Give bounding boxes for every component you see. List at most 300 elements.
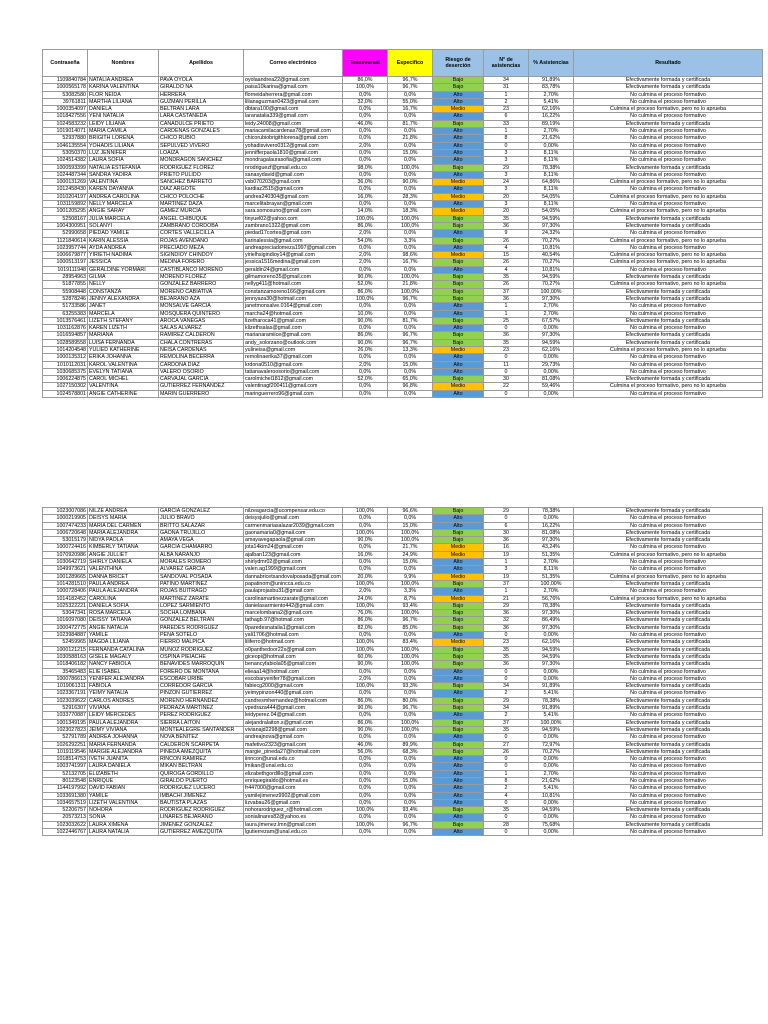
cell-especifico: 100,0% <box>388 529 433 536</box>
header-contrasena: Contraseña <box>43 50 88 77</box>
cell-apellidos: ALBA NARANJO <box>159 551 244 558</box>
cell-especifico: 0,0% <box>388 142 433 149</box>
table-row <box>43 128 763 135</box>
cell-asistencias-pct: 0,00% <box>529 515 574 522</box>
cell-riesgo: Alto <box>433 770 484 777</box>
cell-asistencias-n: 4 <box>484 244 529 251</box>
cell-especifico: 0,0% <box>388 128 433 135</box>
cell-correo: nohorarodriguez_r@hotmail.com <box>244 807 343 814</box>
cell-asistencias-n: 26 <box>484 748 529 755</box>
cell-nombres: CONSTANZA <box>88 288 159 295</box>
cell-asistencias-n: 25 <box>484 317 529 324</box>
cell-transversal: 100,0% <box>343 646 388 653</box>
cell-contrasena: 1109840784 <box>43 77 88 84</box>
cell-correo: laranatalia339@gmail.com <box>244 113 343 120</box>
cell-riesgo: Medio <box>433 573 484 580</box>
cell-transversal: 86,0% <box>343 617 388 624</box>
cell-asistencias-pct: 0,00% <box>529 390 574 397</box>
cell-asistencias-n: 8 <box>484 777 529 784</box>
table-row <box>43 303 763 310</box>
cell-contrasena: 1121840614 <box>43 237 88 244</box>
cell-contrasena: 1019061311 <box>43 683 88 690</box>
cell-transversal: 100,0% <box>343 821 388 828</box>
cell-especifico: 3,3% <box>388 237 433 244</box>
table-row <box>43 91 763 98</box>
cell-contrasena: 1024583232 <box>43 120 88 127</box>
cell-resultado: Efectivamente formada y certificada <box>574 726 763 733</box>
cell-riesgo: Bajo <box>433 376 484 383</box>
cell-resultado: Efectivamente formada y certificada <box>574 646 763 653</box>
cell-riesgo: Alto <box>433 799 484 806</box>
cell-nombres: VALENTINA <box>88 179 159 186</box>
cell-correo: vivianajd2298@gmail.com <box>244 726 343 733</box>
cell-contrasena: 51733586 <box>43 303 88 310</box>
cell-riesgo: Bajo <box>433 821 484 828</box>
cell-nombres: KIMBERLY TATIANA <box>88 544 159 551</box>
cell-asistencias-pct: 0,00% <box>529 632 574 639</box>
table-row <box>43 734 763 741</box>
cell-asistencias-n: 26 <box>484 281 529 288</box>
cell-correo: vpedraza444@gmail.com <box>244 705 343 712</box>
cell-nombres: DAVID FABIAN <box>88 785 159 792</box>
cell-correo: leidy.24008@gmail.com <box>244 120 343 127</box>
cell-transversal: 2,0% <box>343 252 388 259</box>
cell-asistencias-pct: 0,00% <box>529 799 574 806</box>
cell-transversal: 16,0% <box>343 551 388 558</box>
cell-riesgo: Medio <box>433 383 484 390</box>
cell-correo: piedad17cortes@gmail.com <box>244 230 343 237</box>
cell-contrasena: 1000513197 <box>43 259 88 266</box>
cell-especifico: 83,4% <box>388 639 433 646</box>
cell-asistencias-n: 32 <box>484 617 529 624</box>
cell-resultado: No culmina el proceso formativo <box>574 792 763 799</box>
cell-correo: yohadisvivero0312@gmail.com <box>244 142 343 149</box>
cell-especifico: 3,3% <box>388 588 433 595</box>
cell-contrasena: 1016594857 <box>43 332 88 339</box>
table-row <box>43 617 763 624</box>
cell-nombres: GERALDINE YORMARI <box>88 266 159 273</box>
cell-correo: lizvabau26@gmail.com <box>244 799 343 806</box>
cell-transversal: 100,0% <box>343 580 388 587</box>
table-body-top <box>43 77 763 398</box>
cell-transversal: 0,0% <box>343 763 388 770</box>
cell-nombres: PAULA ANDREA <box>88 580 159 587</box>
cell-contrasena: 1006720648 <box>43 529 88 536</box>
cell-asistencias-pct: 97,30% <box>529 332 574 339</box>
cell-asistencias-pct: 8,11% <box>529 566 574 573</box>
cell-correo: andreajnova@gmail.com <box>244 734 343 741</box>
cell-especifico: 0,0% <box>388 734 433 741</box>
cell-asistencias-n: 3 <box>484 566 529 573</box>
cell-asistencias-n: 37 <box>484 580 529 587</box>
cell-transversal: 0,0% <box>343 368 388 375</box>
cell-correo: dbtara100@gmail.com <box>244 106 343 113</box>
cell-riesgo: Bajo <box>433 237 484 244</box>
cell-especifico: 0,0% <box>388 354 433 361</box>
cell-resultado: No culmina el proceso formativo <box>574 770 763 777</box>
cell-especifico: 0,0% <box>388 368 433 375</box>
cell-riesgo: Bajo <box>433 529 484 536</box>
cell-especifico: 0,0% <box>388 632 433 639</box>
cell-asistencias-n: 1 <box>484 303 529 310</box>
table-row <box>43 317 763 324</box>
cell-asistencias-n: 35 <box>484 807 529 814</box>
table-row <box>43 690 763 697</box>
cell-asistencias-n: 36 <box>484 624 529 631</box>
cell-resultado: Efectivamente formada y certificada <box>574 376 763 383</box>
cell-riesgo: Medio <box>433 106 484 113</box>
cell-contrasena: 1031162876 <box>43 325 88 332</box>
table-row <box>43 777 763 784</box>
cell-asistencias-pct: 97,30% <box>529 295 574 302</box>
cell-especifico: 15,0% <box>388 559 433 566</box>
cell-nombres: NANCY FABIOLA <box>88 661 159 668</box>
cell-resultado: Culmina el proceso formativo, pero no lo aprueba <box>574 193 763 200</box>
header-especifico: Especifico <box>388 50 433 77</box>
cell-riesgo: Bajo <box>433 222 484 229</box>
cell-asistencias-n: 3 <box>484 149 529 156</box>
table-row <box>43 705 763 712</box>
cell-riesgo: Alto <box>433 515 484 522</box>
cell-asistencias-n: 2 <box>484 785 529 792</box>
table-row <box>43 266 763 273</box>
cell-nombres: LUZ JENNIFER <box>88 149 159 156</box>
table-row <box>43 522 763 529</box>
cell-asistencias-n: 0 <box>484 390 529 397</box>
cell-apellidos: HERRERA <box>159 91 244 98</box>
table-row <box>43 580 763 587</box>
cell-correo: jennyaza30@hotmail.com <box>244 295 343 302</box>
cell-asistencias-pct: 0,00% <box>529 763 574 770</box>
cell-apellidos: MIKAN BELTRAN <box>159 763 244 770</box>
cell-especifico: 9,9% <box>388 573 433 580</box>
cell-nombres: JULIA MARCELA <box>88 215 159 222</box>
cell-correo: jessica1516medina@gmail.com <box>244 259 343 266</box>
cell-riesgo: Bajo <box>433 580 484 587</box>
cell-apellidos: RINCON RAMIREZ <box>159 756 244 763</box>
cell-apellidos: PRECIADO MEZA <box>159 244 244 251</box>
cell-transversal: 86,0% <box>343 77 388 84</box>
cell-resultado: No culmina el proceso formativo <box>574 632 763 639</box>
cell-transversal: 0,0% <box>343 792 388 799</box>
cell-apellidos: ROJAS BUITRAGO <box>159 588 244 595</box>
cell-correo: gilmamoreno35@gmail.com <box>244 274 343 281</box>
cell-transversal: 90,0% <box>343 339 388 346</box>
cell-contrasena: 1000472775 <box>43 624 88 631</box>
cell-riesgo: Alto <box>433 368 484 375</box>
cell-nombres: DEISYS MARIA <box>88 515 159 522</box>
table-row <box>43 186 763 193</box>
cell-contrasena: 52206757 <box>43 807 88 814</box>
cell-apellidos: SANCHEZ BARRETO <box>159 179 244 186</box>
cell-asistencias-pct: 0,00% <box>529 675 574 682</box>
cell-correo: mondragalaurasofia@gmail.com <box>244 157 343 164</box>
cell-correo: yirielhsigindioy14@gmail.com <box>244 252 343 259</box>
cell-riesgo: Alto <box>433 171 484 178</box>
cell-transversal: 0,0% <box>343 390 388 397</box>
cell-asistencias-n: 22 <box>484 383 529 390</box>
cell-asistencias-n: 34 <box>484 683 529 690</box>
cell-resultado: No culmina el proceso formativo <box>574 128 763 135</box>
table-row <box>43 588 763 595</box>
cell-asistencias-n: 1 <box>484 91 529 98</box>
cell-especifico: 100,0% <box>388 661 433 668</box>
cell-asistencias-n: 36 <box>484 661 529 668</box>
table-row <box>43 222 763 229</box>
cell-contrasena: 1001205295 <box>43 208 88 215</box>
cell-nombres: GILMA <box>88 274 159 281</box>
cell-correo: vsb070203@gmail.com <box>244 179 343 186</box>
cell-nombres: MAGDA LILIANA <box>88 639 159 646</box>
cell-resultado: Culmina el proceso formativo, pero no lo aprueba <box>574 573 763 580</box>
cell-asistencias-n: 36 <box>484 610 529 617</box>
cell-nombres: SANDRA YADIRA <box>88 171 159 178</box>
cell-asistencias-pct: 10,81% <box>529 266 574 273</box>
cell-correo: yeimypinzon440@gmail.com <box>244 690 343 697</box>
table-row <box>43 208 763 215</box>
cell-asistencias-pct: 0,00% <box>529 829 574 836</box>
cell-asistencias-n: 1 <box>484 128 529 135</box>
cell-transversal: 100,0% <box>343 295 388 302</box>
cell-resultado: Efectivamente formada y certificada <box>574 537 763 544</box>
cell-correo: oyolaandrea22@gmail.com <box>244 77 343 84</box>
cell-contrasena: 52791789 <box>43 734 88 741</box>
cell-asistencias-n: 3 <box>484 186 529 193</box>
cell-especifico: 100,0% <box>388 222 433 229</box>
cell-asistencias-n: 0 <box>484 675 529 682</box>
cell-riesgo: Alto <box>433 632 484 639</box>
cell-nombres: LAURA DANIELA <box>88 763 159 770</box>
table-row <box>43 646 763 653</box>
cell-transversal: 24,0% <box>343 595 388 602</box>
cell-correo: deisysjulio@gmail.com <box>244 515 343 522</box>
cell-riesgo: Bajo <box>433 339 484 346</box>
cell-apellidos: CHICO RUBIO <box>159 135 244 142</box>
cell-nombres: ANGIE NATALIA <box>88 624 159 631</box>
cell-nombres: MARIANA <box>88 332 159 339</box>
cell-asistencias-pct: 89,19% <box>529 120 574 127</box>
cell-correo: geraldin24@gmail.com <box>244 266 343 273</box>
header-nombres: Nombres <box>88 50 159 77</box>
cell-contrasena: 52937880 <box>43 135 88 142</box>
cell-resultado: Efectivamente formada y certificada <box>574 164 763 171</box>
cell-asistencias-n: 0 <box>484 756 529 763</box>
cell-resultado: Culmina el proceso formativo, pero no lo aprueba <box>574 383 763 390</box>
cell-riesgo: Alto <box>433 712 484 719</box>
cell-asistencias-n: 0 <box>484 354 529 361</box>
cell-apellidos: QUIROGA GORDILLO <box>159 770 244 777</box>
table-row <box>43 639 763 646</box>
cell-especifico: 96,6% <box>388 508 433 515</box>
cell-especifico: 93,3% <box>388 683 433 690</box>
cell-nombres: CAROL MICHEL <box>88 376 159 383</box>
cell-apellidos: PAVA OYOLA <box>159 77 244 84</box>
cell-asistencias-n: 29 <box>484 508 529 515</box>
cell-asistencias-n: 35 <box>484 646 529 653</box>
cell-transversal: 2,0% <box>343 142 388 149</box>
cell-asistencias-pct: 97,30% <box>529 610 574 617</box>
cell-transversal: 90,0% <box>343 537 388 544</box>
cell-resultado: Efectivamente formada y certificada <box>574 602 763 609</box>
cell-asistencias-n: 26 <box>484 259 529 266</box>
table-row <box>43 259 763 266</box>
table-row <box>43 84 763 91</box>
header-transversal: Transversal <box>343 50 388 77</box>
cell-riesgo: Alto <box>433 763 484 770</box>
cell-nombres: NELLY MARCELA <box>88 201 159 208</box>
cell-contrasena: 52508167 <box>43 215 88 222</box>
cell-asistencias-pct: 100,00% <box>529 288 574 295</box>
cell-asistencias-pct: 40,54% <box>529 252 574 259</box>
cell-transversal: 100,0% <box>343 508 388 515</box>
cell-nombres: VALENTINA <box>88 383 159 390</box>
cell-riesgo: Bajo <box>433 719 484 726</box>
cell-nombres: ANGIE CATHERINE <box>88 390 159 397</box>
table-row <box>43 610 763 617</box>
cell-correo: dannabricetsandovalposada@gmail.com <box>245 573 341 580</box>
cell-transversal: 52,0% <box>343 376 388 383</box>
cell-contrasena: 1030685375 <box>43 368 88 375</box>
cell-contrasena: 1000565178 <box>43 84 88 91</box>
cell-apellidos: PAREDES RODRIGUEZ <box>159 624 244 631</box>
table-row <box>43 829 763 836</box>
cell-nombres: ANDREA CAROLINA <box>88 193 159 200</box>
table-row <box>43 376 763 383</box>
cell-asistencias-n: 33 <box>484 120 529 127</box>
cell-resultado: No culmina el proceso formativo <box>574 712 763 719</box>
cell-resultado: Efectivamente formada y certificada <box>574 741 763 748</box>
cell-correo: chicorubiobrigithlorena@gmail.com <box>244 135 343 142</box>
cell-riesgo: Medio <box>433 208 484 215</box>
cell-nombres: LEIDY LILIANA <box>88 120 159 127</box>
cell-correo: laura.jimenez.lmn@gmail.com <box>244 821 343 828</box>
cell-especifico: 100,0% <box>388 537 433 544</box>
cell-riesgo: Alto <box>433 142 484 149</box>
cell-nombres: LEIDY MERCEDES <box>88 712 159 719</box>
cell-resultado: Efectivamente formada y certificada <box>574 222 763 229</box>
cell-especifico: 98,6% <box>388 252 433 259</box>
cell-nombres: LUISA FERNANDA <box>88 339 159 346</box>
cell-asistencias-pct: 0,00% <box>529 142 574 149</box>
table-row <box>43 325 763 332</box>
cell-apellidos: MORENO FLOREZ <box>159 274 244 281</box>
table-row <box>43 193 763 200</box>
cell-apellidos: ESCOBAR URIBE <box>159 675 244 682</box>
cell-contrasena: 1000219905 <box>43 515 88 522</box>
table-row <box>43 244 763 251</box>
table-row <box>43 763 763 770</box>
cell-resultado: Culmina el proceso formativo, pero no lo aprueba <box>574 106 763 113</box>
cell-contrasena: 1024487344 <box>43 171 88 178</box>
cell-transversal: 0,0% <box>343 303 388 310</box>
cell-contrasena: 53082580 <box>43 91 88 98</box>
cell-apellidos: SIGINDIOY CHINDOY <box>159 252 244 259</box>
cell-contrasena: 52459965 <box>43 639 88 646</box>
cell-especifico: 0,0% <box>388 91 433 98</box>
cell-resultado: No culmina el proceso formativo <box>574 690 763 697</box>
cell-contrasena: 1000786613 <box>43 675 88 682</box>
cell-riesgo: Alto <box>433 113 484 120</box>
table-row <box>43 113 763 120</box>
cell-riesgo: Alto <box>433 149 484 156</box>
cell-asistencias-n: 1 <box>484 310 529 317</box>
cell-apellidos: LARA CASTAÑEDA <box>159 113 244 120</box>
cell-riesgo: Alto <box>433 829 484 836</box>
cell-apellidos: MUÑOZ RODRIGUEZ <box>159 646 244 653</box>
cell-contrasena: 1019111948 <box>43 266 88 273</box>
cell-correo: andreapreciadomeza1997@gmail.com <box>244 244 343 251</box>
cell-correo: sanasydavid@gmail.com <box>244 171 343 178</box>
cell-riesgo: Alto <box>433 566 484 573</box>
header-apellidos: Apellidos <box>159 50 244 77</box>
cell-asistencias-pct: 0,00% <box>529 368 574 375</box>
table-row <box>43 230 763 237</box>
cell-correo: janetmonsalve.0164@gmail.com <box>244 303 343 310</box>
cell-nombres: NOHORA <box>88 807 159 814</box>
table-row <box>43 149 763 156</box>
cell-transversal: 0,0% <box>343 106 388 113</box>
table-row <box>43 354 763 361</box>
cell-especifico: 100,0% <box>388 719 433 726</box>
table-row <box>43 361 763 368</box>
cell-asistencias-n: 23 <box>484 639 529 646</box>
cell-riesgo: Alto <box>433 266 484 273</box>
cell-nombres: KARINA VALENTINA <box>88 84 159 91</box>
student-results-table-top <box>42 49 763 398</box>
table-row <box>43 120 763 127</box>
cell-correo: klizethsalas@gmail.com <box>244 325 343 332</box>
cell-resultado: No culmina el proceso formativo <box>574 522 763 529</box>
table-row <box>43 632 763 639</box>
cell-especifico: 100,0% <box>388 726 433 733</box>
cell-asistencias-pct: 16,22% <box>529 113 574 120</box>
cell-asistencias-pct: 81,08% <box>529 529 574 536</box>
cell-asistencias-n: 11 <box>484 361 529 368</box>
cell-apellidos: IMBACHI JIMENEZ <box>159 792 244 799</box>
cell-correo: mafetivo2323@gmail.com <box>244 741 343 748</box>
cell-transversal: 86,0% <box>343 697 388 704</box>
cell-especifico: 65,0% <box>388 376 433 383</box>
cell-apellidos: MORENO CABIATIVA <box>159 288 244 295</box>
cell-apellidos: MOSQUERA QUINTERO <box>159 310 244 317</box>
cell-asistencias-pct: 64,86% <box>529 179 574 186</box>
cell-especifico: 100,0% <box>388 646 433 653</box>
cell-apellidos: MONTEALEGRE SANTANDER <box>159 726 244 733</box>
cell-transversal: 0,0% <box>343 777 388 784</box>
cell-contrasena: 1010204197 <box>43 193 88 200</box>
cell-contrasena: 1018514753 <box>43 756 88 763</box>
cell-nombres: ELIE ISABEL <box>88 668 159 675</box>
cell-especifico: 0,0% <box>388 792 433 799</box>
table-row <box>43 661 763 668</box>
cell-riesgo: Alto <box>433 201 484 208</box>
cell-asistencias-pct: 2,70% <box>529 128 574 135</box>
cell-nombres: LAURA SOFIA <box>88 157 159 164</box>
cell-resultado: No culmina el proceso formativo <box>574 361 763 368</box>
cell-apellidos: NOVA BENITEZ <box>159 734 244 741</box>
cell-asistencias-pct: 10,81% <box>529 244 574 251</box>
cell-nombres: NILZE ANDREA <box>88 508 159 515</box>
table-row <box>43 237 763 244</box>
cell-transversal: 52,0% <box>343 281 388 288</box>
cell-asistencias-pct: 5,41% <box>529 98 574 105</box>
cell-correo: krdona0510@gmail.com <box>244 361 343 368</box>
cell-contrasena: 51877855 <box>43 281 88 288</box>
cell-riesgo: Bajo <box>433 215 484 222</box>
cell-contrasena: 1023027823 <box>43 726 88 733</box>
cell-riesgo: Alto <box>433 785 484 792</box>
table-row <box>43 544 763 551</box>
